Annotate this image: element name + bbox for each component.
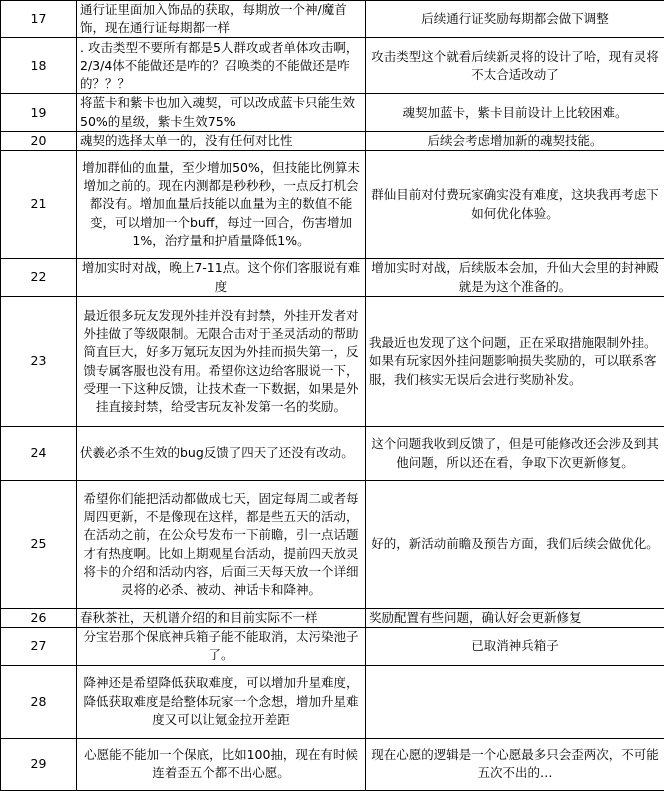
answer-cell: 已取消神兵箱子 xyxy=(366,628,664,665)
row-number: 24 xyxy=(1,427,77,481)
row-number: 26 xyxy=(1,609,77,628)
answer-cell: 好的，新活动前瞻及预告方面，我们后续会做优化。 xyxy=(366,481,664,609)
question-cell: 魂契的选择太单一的，没有任何对比性 xyxy=(77,131,366,150)
table-row xyxy=(1,297,664,427)
table-row xyxy=(1,738,664,790)
row-number: 19 xyxy=(1,94,77,131)
answer-cell: 后续会考虑增加新的魂契技能。 xyxy=(366,131,664,150)
question-cell: 增加实时对战，晚上7-11点。这个你们客服说有难度 xyxy=(77,259,366,297)
row-number: 20 xyxy=(1,131,77,150)
row-number: 17 xyxy=(1,1,77,38)
answer-cell: 后续通行证奖励每期都会做下调整 xyxy=(366,1,664,38)
table-row xyxy=(1,427,664,481)
answer-cell: 现在心愿的逻辑是一个心愿最多只会歪两次，不可能五次不出的… xyxy=(366,738,664,790)
answer-cell xyxy=(366,665,664,738)
row-number: 29 xyxy=(1,738,77,790)
row-number: 21 xyxy=(1,151,77,259)
answer-cell: 魂契加蓝卡，紫卡目前设计上比较困难。 xyxy=(366,94,664,131)
table-row xyxy=(1,94,664,131)
answer-cell: 这个问题我收到反馈了，但是可能修改还会涉及到其他问题，所以还在看，争取下次更新修复。 xyxy=(366,427,664,481)
table-row xyxy=(1,1,664,38)
answer-cell: 奖励配置有些问题，确认好会更新修复 xyxy=(366,609,664,628)
question-cell: . 攻击类型不要所有都是5人群攻或者单体攻击啊，2/3/4体不能做还是咋的？召唤类的不能做还是咋的？？？ xyxy=(77,38,366,94)
row-number: 28 xyxy=(1,665,77,738)
question-cell: 通行证里面加入饰品的获取，每期放一个神/魔首饰，现在通行证每期都一样 xyxy=(77,1,366,38)
question-cell: 伏羲必杀不生效的bug反馈了四天了还没有改动。 xyxy=(77,427,366,481)
table-row xyxy=(1,259,664,297)
question-cell: 增加群仙的血量，至少增加50%，但技能比例算未增加之前的。现在内测都是秒秒秒，一点反打机会都没有。增加血量后技能以血量为主的数值不能变，可以增加一个buff，每过一回合，伤害增加1%，治疗量和护盾量降低1%。 xyxy=(77,151,366,259)
table-row xyxy=(1,665,664,738)
row-number: 23 xyxy=(1,297,77,427)
answer-cell: 攻击类型这个就看后续新灵将的设计了哈，现有灵将不太合适改动了 xyxy=(366,38,664,94)
row-number: 25 xyxy=(1,481,77,609)
table-row xyxy=(1,131,664,150)
table-row xyxy=(1,481,664,609)
question-cell: 将蓝卡和紫卡也加入魂契，可以改成蓝卡只能生效50%的星级，紫卡生效75% xyxy=(77,94,366,131)
question-cell: 最近很多玩友发现外挂并没有封禁，外挂开发者对外挂做了等级限制。无限合击对于圣灵活动的帮助简直巨大，好多万氪玩友因为外挂而损失第一，反馈专属客服也没有用。希望你这边给客服说一下，受理一下这种反馈，让技术查一下数据，如果是外挂直接封禁，给受害玩友补发第一名的奖励。 xyxy=(77,297,366,427)
question-cell: 春秋茶社，天机谱介绍的和目前实际不一样 xyxy=(77,609,366,628)
row-number: 22 xyxy=(1,259,77,297)
question-cell: 分宝岩那个保底神兵箱子能不能取消，太污染池子了。 xyxy=(77,628,366,665)
table-row xyxy=(1,628,664,665)
row-number: 27 xyxy=(1,628,77,665)
answer-cell: 增加实时对战，后续版本会加，升仙大会里的封神殿就是为这个准备的。 xyxy=(366,259,664,297)
table-row xyxy=(1,609,664,628)
table-row xyxy=(1,38,664,94)
question-cell: 降神还是希望降低获取难度，可以增加升星难度，降低获取难度是给整体玩家一个念想，增加升星难度又可以让氪金拉开差距 xyxy=(77,665,366,738)
row-number: 18 xyxy=(1,38,77,94)
question-cell: 心愿能不能加一个保底，比如100抽，现在有时候连着歪五个都不出心愿。 xyxy=(77,738,366,790)
answer-cell: 群仙目前对付费玩家确实没有难度，这块我再考虑下如何优化体验。 xyxy=(366,151,664,259)
answer-cell: 我最近也发现了这个问题，正在采取措施限制外挂。如果有玩家因外挂问题影响损失奖励的，可以联系客服，我们核实无误后会进行奖励补发。 xyxy=(366,297,664,427)
table-row xyxy=(1,151,664,259)
question-cell: 希望你们能把活动都做成七天，固定每周二或者每周四更新，不是像现在这样，都是些五天的活动，在活动之前，在公众号发布一下前瞻，引一点话题才有热度啊。比如上期观星台活动，提前四天放灵将卡的介绍和活动内容，后面三天每天放一个详细灵将的必杀、被动、神话卡和降神。 xyxy=(77,481,366,609)
